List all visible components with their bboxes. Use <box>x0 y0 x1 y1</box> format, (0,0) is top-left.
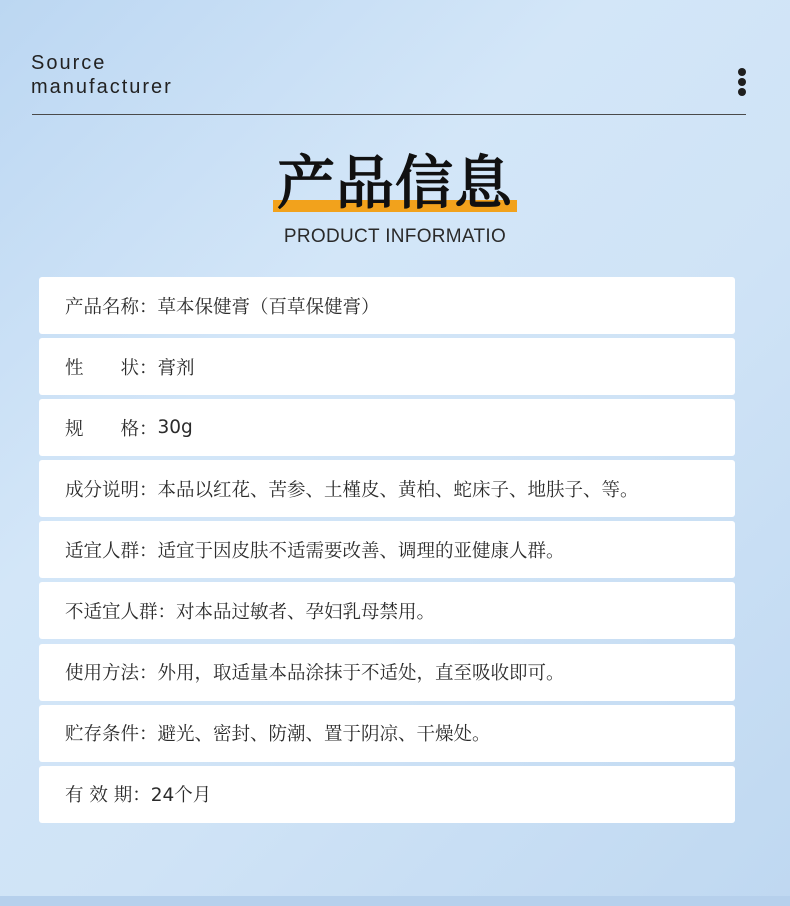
row-label: 贮存条件： <box>65 724 158 746</box>
row-label: 性 状： <box>65 357 158 379</box>
row-label: 产品名称： <box>65 296 158 318</box>
row-value: 本品以红花、苦参、土槿皮、黄柏、蛇床子、地肤子、等。 <box>157 479 639 501</box>
brand-line-2: manufacturer <box>31 76 173 98</box>
row-value: 草本保健膏（百草保健膏） <box>157 296 380 318</box>
page-title: 产品信息 <box>276 149 513 217</box>
row-label: 规 格： <box>65 418 158 440</box>
bottom-band <box>0 896 790 906</box>
more-vertical-icon[interactable] <box>731 66 753 98</box>
row-label: 使用方法： <box>65 663 158 685</box>
row-label: 适宜人群： <box>65 540 158 562</box>
info-row-usage <box>39 644 735 701</box>
menu-dot <box>738 78 746 86</box>
row-value: 对本品过敏者、孕妇乳母禁用。 <box>176 601 436 623</box>
row-value: 适宜于因皮肤不适需要改善、调理的亚健康人群。 <box>157 540 565 562</box>
info-row-form <box>39 338 735 395</box>
info-row-storage <box>39 705 735 762</box>
brand-name <box>31 51 173 99</box>
menu-dot <box>738 88 746 96</box>
info-row-suitable <box>39 521 735 578</box>
info-row-ingredients <box>39 460 735 517</box>
menu-dot <box>738 68 746 76</box>
info-row-unsuitable <box>39 582 735 639</box>
row-value: 膏剂 <box>157 357 195 379</box>
row-value: 24个月 <box>150 785 212 807</box>
product-info-list <box>39 277 735 827</box>
info-row-name <box>39 277 735 334</box>
info-row-expiry <box>39 766 735 823</box>
info-row-spec <box>39 399 735 456</box>
header-divider <box>32 114 746 115</box>
brand-line-1: Source <box>31 52 107 74</box>
page-subtitle: PRODUCT INFORMATIO <box>283 226 507 247</box>
row-label: 有 效 期： <box>65 785 151 807</box>
row-value: 避光、密封、防潮、置于阴凉、干燥处。 <box>157 724 491 746</box>
row-value: 外用，取适量本品涂抹于不适处，直至吸收即可。 <box>157 663 565 685</box>
row-label: 不适宜人群： <box>65 601 177 623</box>
row-value: 30g <box>157 417 193 439</box>
section-title <box>0 150 790 216</box>
row-label: 成分说明： <box>65 479 158 501</box>
